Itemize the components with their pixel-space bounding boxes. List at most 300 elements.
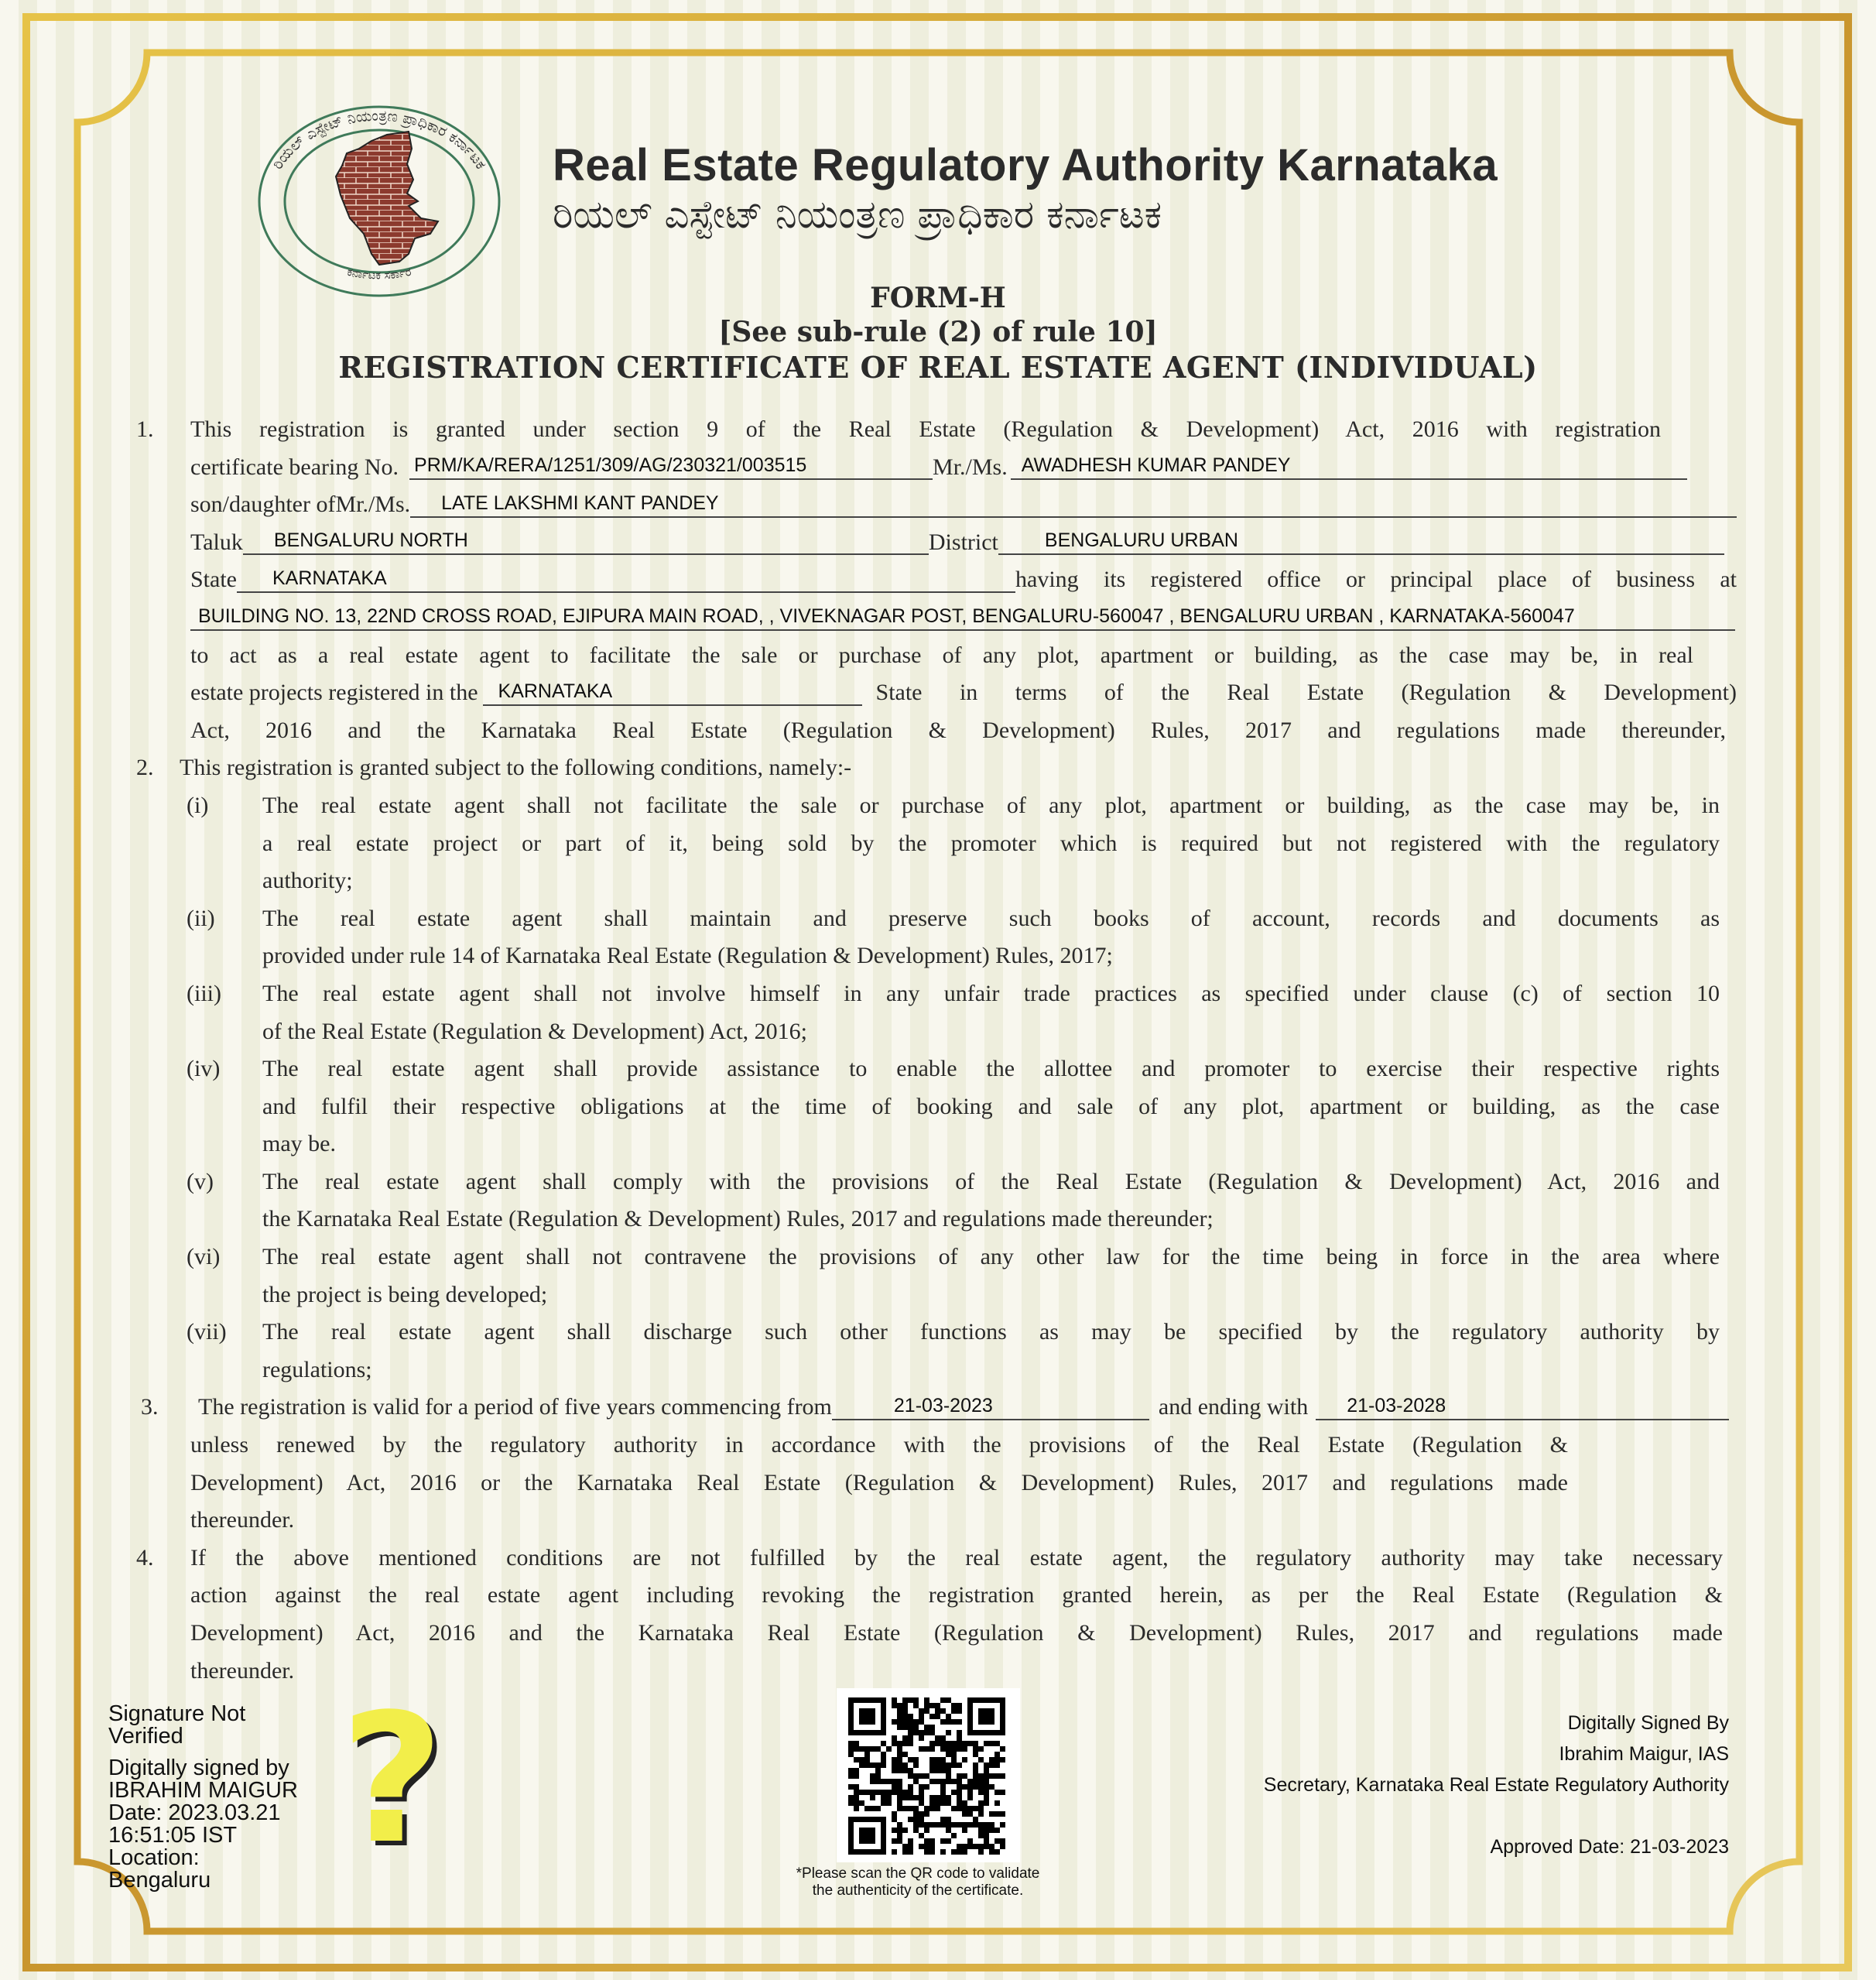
qr-module <box>984 1719 989 1725</box>
qr-module <box>940 1822 946 1828</box>
qr-module <box>886 1800 892 1806</box>
qr-module <box>924 1806 929 1811</box>
qr-module <box>881 1844 886 1849</box>
qr-module <box>935 1708 940 1714</box>
qr-module <box>908 1697 913 1703</box>
qr-module <box>940 1741 946 1746</box>
qr-module <box>881 1849 886 1855</box>
qr-module <box>1000 1844 1005 1849</box>
qr-module <box>919 1817 924 1822</box>
qr-module <box>940 1719 946 1725</box>
qr-module <box>913 1762 919 1768</box>
qr-module <box>892 1697 897 1703</box>
clause-number: 2. <box>136 755 154 781</box>
qr-module <box>875 1730 881 1735</box>
qr-module <box>913 1828 919 1833</box>
qr-module <box>854 1849 859 1855</box>
qr-module <box>978 1779 984 1784</box>
qr-code-icon <box>837 1688 1020 1862</box>
qr-module <box>951 1790 957 1795</box>
qr-module <box>902 1806 908 1811</box>
state-value: KARNATAKA <box>237 565 1015 593</box>
qr-module <box>919 1844 924 1849</box>
qr-module <box>924 1746 929 1752</box>
qr-module <box>940 1849 946 1855</box>
condition-line <box>0 1050 1876 1088</box>
qr-module <box>962 1806 967 1811</box>
qr-module <box>989 1762 994 1768</box>
qr-module <box>908 1844 913 1849</box>
qr-module <box>967 1822 973 1828</box>
qr-module <box>962 1741 967 1746</box>
condition-line <box>0 1125 1876 1163</box>
qr-module <box>984 1741 989 1746</box>
qr-module <box>929 1779 935 1784</box>
qr-module <box>848 1768 854 1773</box>
qr-module <box>984 1795 989 1800</box>
qr-module <box>902 1849 908 1855</box>
qr-module <box>940 1746 946 1752</box>
qr-module <box>913 1703 919 1708</box>
clause-text: to act as a real estate agent to facilitate the sale or purchase of any plot, apartment or building, as the case may be, in real <box>190 642 1693 668</box>
qr-module <box>1000 1714 1005 1719</box>
qr-module <box>946 1714 951 1719</box>
clause-2-line <box>0 749 1876 787</box>
qr-module <box>989 1741 994 1746</box>
qr-module <box>989 1773 994 1779</box>
qr-module <box>864 1714 870 1719</box>
taluk-value: BENGALURU NORTH <box>243 527 929 555</box>
condition-text: of the Real Estate (Regulation & Development) Act, 2016; <box>262 1018 807 1044</box>
qr-module <box>897 1822 902 1828</box>
business-address: BUILDING NO. 13, 22ND CROSS ROAD, EJIPURA MAIN ROAD, , VIVEKNAGAR POST, BENGALURU-560047 , BENGALURU URBAN , KARNATAKA-560047 <box>190 603 1735 631</box>
qr-module <box>881 1790 886 1795</box>
qr-module <box>848 1741 854 1746</box>
qr-module <box>984 1708 989 1714</box>
qr-module <box>1000 1725 1005 1730</box>
qr-module <box>929 1768 935 1773</box>
qr-module <box>978 1708 984 1714</box>
svg-text:ಕರ್ನಾಟಕ ಸರ್ಕಾರ <box>346 265 413 283</box>
condition-text: The real estate agent shall not contravene the provisions of any other law for the time being in force in the area where <box>262 1244 1720 1270</box>
clause-text: Development) Act, 2016 and the Karnataka Real Estate (Regulation & Development) Rules, 2017 and regulations made <box>190 1620 1723 1646</box>
qr-module <box>978 1784 984 1790</box>
clause-text: Act, 2016 and the Karnataka Real Estate (Regulation & Development) Rules, 2017 and regulations made thereunder, <box>190 717 1726 743</box>
qr-module <box>854 1741 859 1746</box>
qr-module <box>957 1762 962 1768</box>
clause4-line <box>0 1653 1876 1691</box>
office-label: having its registered office or principal place of business at <box>1015 567 1737 593</box>
qr-module <box>940 1762 946 1768</box>
qr-module <box>940 1757 946 1762</box>
qr-module <box>924 1811 929 1817</box>
qr-module <box>984 1773 989 1779</box>
qr-module <box>864 1746 870 1752</box>
qr-module <box>919 1708 924 1714</box>
qr-module <box>859 1757 864 1762</box>
condition-text: the Karnataka Real Estate (Regulation & Development) Rules, 2017 and regulations made thereunder; <box>262 1206 1214 1232</box>
qr-module <box>935 1768 940 1773</box>
qr-module <box>864 1752 870 1757</box>
qr-module <box>919 1811 924 1817</box>
qr-module <box>935 1714 940 1719</box>
state-terms-label: State in terms of the Real Estate (Regulation & Development) <box>875 680 1737 706</box>
qr-module <box>897 1800 902 1806</box>
qr-module <box>967 1741 973 1746</box>
qr-module <box>924 1849 929 1855</box>
clause-1-line <box>0 561 1876 599</box>
mr-ms-label: Mr./Ms. <box>933 454 1008 480</box>
qr-module <box>967 1703 973 1708</box>
qr-module <box>924 1773 929 1779</box>
qr-module <box>984 1844 989 1849</box>
qr-module <box>897 1838 902 1844</box>
qr-module <box>859 1762 864 1768</box>
qr-module <box>929 1741 935 1746</box>
qr-module <box>946 1838 951 1844</box>
qr-module <box>870 1708 875 1714</box>
qr-module <box>897 1833 902 1838</box>
qr-module <box>875 1779 881 1784</box>
qr-module <box>989 1714 994 1719</box>
condition-text: The real estate agent shall not facilitate the sale or purchase of any plot, apartment or building, as the case may be, in <box>262 792 1720 818</box>
qr-module <box>881 1822 886 1828</box>
qr-module <box>902 1735 908 1741</box>
qr-module <box>859 1708 864 1714</box>
signature-status-line: Verified <box>108 1724 183 1749</box>
qr-module <box>881 1703 886 1708</box>
qr-module <box>924 1697 929 1703</box>
authority-title-kannada: ರಿಯಲ್ ಎಸ್ಟೇಟ್ ನಿಯಂತ್ರಣ ಪ್ರಾಧಿಕಾರ ಕರ್ನಾಟಕ <box>553 192 1162 237</box>
qr-module <box>859 1714 864 1719</box>
qr-module <box>1000 1822 1005 1828</box>
clause4-line <box>0 1615 1876 1653</box>
validity-label: The registration is valid for a period of five years commencing from <box>198 1394 832 1420</box>
qr-module <box>881 1833 886 1838</box>
qr-module <box>967 1844 973 1849</box>
qr-module <box>854 1746 859 1752</box>
qr-module <box>951 1746 957 1752</box>
qr-module <box>892 1757 897 1762</box>
qr-module <box>875 1817 881 1822</box>
qr-module <box>864 1833 870 1838</box>
qr-module <box>946 1752 951 1757</box>
qr-module <box>946 1822 951 1828</box>
signatory-block <box>1264 1711 1729 1865</box>
qr-module <box>1000 1703 1005 1708</box>
qr-module <box>989 1849 994 1855</box>
qr-module <box>984 1838 989 1844</box>
qr-module <box>854 1757 859 1762</box>
qr-module <box>848 1719 854 1725</box>
qr-module <box>967 1708 973 1714</box>
qr-module <box>913 1822 919 1828</box>
qr-module <box>924 1730 929 1735</box>
certificate-body <box>0 411 1876 1690</box>
qr-module <box>929 1800 935 1806</box>
qr-module <box>859 1828 864 1833</box>
qr-module <box>854 1806 859 1811</box>
qr-module <box>854 1697 859 1703</box>
qr-module <box>994 1730 1000 1735</box>
qr-module <box>973 1746 978 1752</box>
condition-text: The real estate agent shall maintain and preserve such books of account, records and documents as <box>262 905 1720 931</box>
qr-module <box>897 1752 902 1757</box>
condition-text: provided under rule 14 of Karnataka Real Estate (Regulation & Development) Rules, 2017; <box>262 943 1113 969</box>
qr-module <box>951 1757 957 1762</box>
qr-module <box>946 1800 951 1806</box>
qr-module <box>870 1730 875 1735</box>
qr-module <box>978 1828 984 1833</box>
signature-status-line: Location: <box>108 1845 200 1870</box>
karnataka-map-icon <box>336 132 438 265</box>
ending-label: and ending with <box>1158 1394 1309 1420</box>
qr-module <box>924 1784 929 1790</box>
signature-status-line: 16:51:05 IST <box>108 1823 238 1848</box>
qr-module <box>864 1762 870 1768</box>
condition-text: may be. <box>262 1131 336 1157</box>
clause-1-line <box>0 712 1876 750</box>
qr-module <box>902 1790 908 1795</box>
qr-module <box>881 1762 886 1768</box>
district-value: BENGALURU URBAN <box>998 527 1724 555</box>
qr-module <box>908 1790 913 1795</box>
qr-module <box>908 1741 913 1746</box>
condition-line <box>0 1276 1876 1314</box>
condition-line <box>0 1351 1876 1389</box>
qr-module <box>973 1784 978 1790</box>
qr-module <box>859 1833 864 1838</box>
qr-module <box>908 1817 913 1822</box>
qr-module <box>870 1838 875 1844</box>
qr-module <box>929 1725 935 1730</box>
qr-module <box>908 1714 913 1719</box>
qr-module <box>908 1735 913 1741</box>
qr-module <box>957 1735 962 1741</box>
qr-note-line: *Please scan the QR code to validate <box>796 1865 1040 1882</box>
qr-code[interactable] <box>837 1688 1020 1862</box>
condition-number: (iv) <box>187 1056 221 1082</box>
qr-module <box>881 1795 886 1800</box>
qr-module <box>951 1833 957 1838</box>
qr-module <box>870 1762 875 1768</box>
qr-module <box>897 1790 902 1795</box>
qr-module <box>892 1719 897 1725</box>
qr-module <box>864 1828 870 1833</box>
qr-module <box>946 1779 951 1784</box>
qr-module <box>967 1838 973 1844</box>
qr-module <box>897 1714 902 1719</box>
qr-module <box>994 1762 1000 1768</box>
qr-module <box>919 1719 924 1725</box>
condition-text: regulations; <box>262 1356 372 1382</box>
qr-module <box>897 1725 902 1730</box>
qr-module <box>989 1719 994 1725</box>
condition-line <box>0 1314 1876 1351</box>
question-mark-icon: ? <box>341 1677 444 1883</box>
clause-text: Development) Act, 2016 or the Karnataka Real Estate (Regulation & Development) Rules, 2017 and regulations made <box>190 1469 1568 1495</box>
qr-module <box>902 1708 908 1714</box>
validity-end-date: 21-03-2028 <box>1316 1393 1729 1420</box>
qr-module <box>989 1730 994 1735</box>
qr-module <box>946 1746 951 1752</box>
qr-module <box>859 1800 864 1806</box>
qr-module <box>935 1757 940 1762</box>
qr-module <box>902 1714 908 1719</box>
qr-module <box>870 1714 875 1719</box>
registration-number: PRM/KA/RERA/1251/309/AG/230321/003515 <box>409 452 933 480</box>
qr-module <box>957 1708 962 1714</box>
qr-note <box>763 1865 1073 1899</box>
qr-module <box>973 1741 978 1746</box>
qr-module <box>864 1708 870 1714</box>
clause-number: 3. <box>141 1394 159 1420</box>
qr-module <box>897 1784 902 1790</box>
qr-module <box>870 1779 875 1784</box>
qr-module <box>994 1697 1000 1703</box>
qr-module <box>848 1822 854 1828</box>
qr-module <box>854 1768 859 1773</box>
qr-module <box>957 1779 962 1784</box>
qr-module <box>859 1697 864 1703</box>
state-label: State <box>190 567 237 593</box>
condition-number: (v) <box>187 1168 214 1194</box>
qr-module <box>957 1795 962 1800</box>
qr-module <box>864 1730 870 1735</box>
qr-module <box>978 1773 984 1779</box>
qr-module <box>957 1773 962 1779</box>
qr-module <box>892 1838 897 1844</box>
qr-module <box>881 1697 886 1703</box>
qr-module <box>957 1800 962 1806</box>
qr-module <box>1000 1811 1005 1817</box>
qr-module <box>935 1762 940 1768</box>
qr-module <box>951 1752 957 1757</box>
conditions-list <box>0 787 1876 1389</box>
clause-text: thereunder. <box>190 1657 295 1684</box>
qr-module <box>967 1811 973 1817</box>
condition-line <box>0 825 1876 863</box>
qr-module <box>848 1714 854 1719</box>
qr-module <box>854 1773 859 1779</box>
qr-module <box>935 1741 940 1746</box>
qr-module <box>946 1741 951 1746</box>
rera-karnataka-seal <box>255 102 503 300</box>
clause-1-line <box>0 674 1876 712</box>
qr-module <box>984 1762 989 1768</box>
qr-module <box>973 1773 978 1779</box>
qr-module <box>1000 1757 1005 1762</box>
condition-text: and fulfil their respective obligations at the time of booking and sale of any plot, apartment or building, as the case <box>262 1093 1720 1119</box>
qr-module <box>951 1708 957 1714</box>
qr-module <box>913 1773 919 1779</box>
qr-module <box>929 1746 935 1752</box>
qr-module <box>994 1757 1000 1762</box>
qr-module <box>994 1811 1000 1817</box>
qr-module <box>984 1833 989 1838</box>
qr-module <box>957 1844 962 1849</box>
spacer <box>1264 1804 1729 1834</box>
clause-1-line <box>0 486 1876 524</box>
condition-line <box>0 1238 1876 1276</box>
condition-number: (vii) <box>187 1319 227 1345</box>
qr-module <box>859 1838 864 1844</box>
qr-module <box>957 1849 962 1855</box>
qr-module <box>935 1822 940 1828</box>
qr-module <box>973 1817 978 1822</box>
clause-1-line <box>0 599 1876 637</box>
qr-module <box>908 1757 913 1762</box>
qr-module <box>951 1762 957 1768</box>
qr-module <box>989 1708 994 1714</box>
condition-number: (vi) <box>187 1244 221 1270</box>
clause-3-continuation <box>0 1427 1876 1540</box>
qr-module <box>908 1838 913 1844</box>
qr-module <box>902 1768 908 1773</box>
qr-module <box>854 1795 859 1800</box>
qr-module <box>989 1828 994 1833</box>
qr-module <box>897 1768 902 1773</box>
qr-module <box>908 1795 913 1800</box>
qr-module <box>859 1849 864 1855</box>
condition-line <box>0 1201 1876 1238</box>
qr-module <box>870 1746 875 1752</box>
clause3-line <box>0 1502 1876 1540</box>
qr-module <box>859 1790 864 1795</box>
qr-module <box>913 1697 919 1703</box>
qr-module <box>978 1844 984 1849</box>
qr-module <box>929 1730 935 1735</box>
qr-module <box>973 1806 978 1811</box>
clause-1-line <box>0 524 1876 562</box>
qr-module <box>881 1779 886 1784</box>
qr-module <box>908 1773 913 1779</box>
qr-module <box>946 1773 951 1779</box>
qr-module <box>864 1790 870 1795</box>
agent-name: AWADHESH KUMAR PANDEY <box>1011 452 1687 480</box>
qr-module <box>984 1714 989 1719</box>
qr-module <box>924 1703 929 1708</box>
parent-name: LATE LAKSHMI KANT PANDEY <box>410 490 1737 518</box>
qr-module <box>902 1762 908 1768</box>
qr-module <box>875 1762 881 1768</box>
qr-module <box>962 1849 967 1855</box>
qr-module <box>984 1790 989 1795</box>
qr-module <box>913 1817 919 1822</box>
qr-module <box>892 1703 897 1708</box>
qr-module <box>994 1773 1000 1779</box>
condition-line <box>0 975 1876 1013</box>
qr-module <box>881 1800 886 1806</box>
qr-module <box>870 1790 875 1795</box>
qr-module <box>897 1757 902 1762</box>
qr-module <box>935 1806 940 1811</box>
qr-module <box>946 1697 951 1703</box>
qr-module <box>913 1806 919 1811</box>
qr-module <box>919 1795 924 1800</box>
clause-1-line <box>0 637 1876 675</box>
qr-module <box>913 1725 919 1730</box>
qr-module <box>957 1806 962 1811</box>
condition-line <box>0 1013 1876 1051</box>
qr-module <box>854 1790 859 1795</box>
qr-module <box>886 1790 892 1795</box>
form-number: FORM-H <box>870 282 1006 314</box>
signature-status-line: Signature Not <box>108 1701 246 1726</box>
qr-module <box>854 1784 859 1790</box>
qr-module <box>897 1741 902 1746</box>
qr-module <box>989 1757 994 1762</box>
